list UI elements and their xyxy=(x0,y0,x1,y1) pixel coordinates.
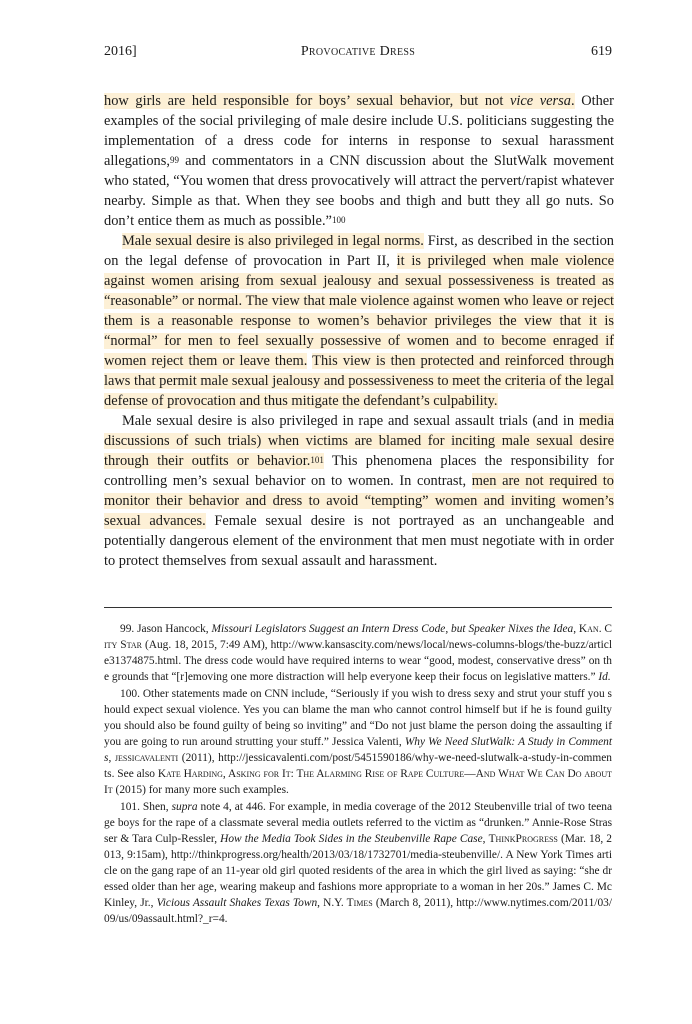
text-run: . xyxy=(570,93,575,109)
text-run: (2011), http://jessicavalenti.com/post/5451590186/why-we-need-slutwalk-a-study-in-comments. See also xyxy=(104,752,612,780)
paragraph-1 xyxy=(104,91,614,231)
header-title: Provocative Dress xyxy=(300,44,416,59)
text-run: , xyxy=(482,833,489,845)
citation-title: How the Media Took Sides in the Steubenville Rape Case xyxy=(220,833,483,845)
text-run: 101. Shen, xyxy=(120,801,172,813)
text-run: , xyxy=(573,623,579,635)
citation-title: Why We Need SlutWalk: A Study in Comments xyxy=(104,736,612,764)
text-run: This phenomena places the responsibility for controlling men’s sexual behavior on to women. In contrast, xyxy=(104,453,615,489)
footnote-100 xyxy=(104,686,612,798)
text-run: Male sexual desire is also privileged in rape and sexual assault trials (and in xyxy=(122,413,579,429)
id-signal: Id. xyxy=(598,671,611,683)
text-run: Other examples of the social privileging of male desire include U.S. politicians suggesting the implementation of a dress code for interns in response to sexual harassment allegations, xyxy=(104,93,614,169)
citation-title: Missouri Legislators Suggest an Intern Dress Code, but Speaker Nixes the Idea xyxy=(211,623,574,635)
text-run: (Mar. 18, 2013, 9:15am), http://thinkprogress.org/health/2013/03/18/1732701/media-steubenville/. A New York Times article on the gang rape of an 11-year old girl quoted residents of the area in which the girl lived as saying: “she dressed older than her age, wearing makeup and fashions more appropriate to a woman in her 20s.” James C. McKinley, Jr., xyxy=(104,833,613,909)
text-run: media discussions of such trials) when victims are blamed for inciting male sexual desire through their outfits or behavior. xyxy=(104,413,614,469)
citation-source: jessicavalenti xyxy=(114,752,179,764)
text-run: note 4, at 446. For example, in media coverage of the 2012 Steubenville trial of two teenage boys for the rape of a classmate several media outlets referred to the victim as “drunken.” Annie-Rose Strasser & Tara Culp-Ressler, xyxy=(104,801,612,845)
footnote-ref-100[interactable]: 100 xyxy=(331,215,346,225)
running-header xyxy=(104,44,612,64)
text-run: 100. Other statements made on CNN include, “Seriously if you wish to dress sexy and strut your stuff you should expect sexual violence. Yes you can blame the man who cannot control himself but if he is found guilty you should also be found guilty of being so inviting” and “Do not just blame the person doing the assaulting if you are going to run around strutting your stuff.” Jessica Valenti, xyxy=(104,688,612,748)
citation-source: N.Y. Times xyxy=(323,897,373,909)
text-run: (2015) for many more such examples. xyxy=(112,784,289,796)
main-text xyxy=(104,91,614,571)
highlight: Male sexual desire is also privileged in legal norms. xyxy=(122,233,424,249)
header-year: 2016] xyxy=(104,44,137,59)
italic-run: vice versa xyxy=(509,93,571,109)
highlight: it is privileged when male violence against women arising from sexual jealousy and sexual possessiveness is treated as “reasonable” or normal. The view that male violence against women who leave or reject them is a reasonable response to women’s behavior privileges the view that it is “normal” for men to feel sexually possessive of women and to become enraged if women reject them or leave them. xyxy=(104,253,615,369)
citation-source: ThinkProgress xyxy=(488,833,558,845)
highlight: men are not required to monitor their behavior and dress to avoid “tempting” women and inviting women’s sexual advances. xyxy=(104,473,614,529)
footnote-99 xyxy=(104,621,612,685)
text-run: , xyxy=(108,752,115,764)
text-run: First, as described in the section on the legal defense of provocation in Part II, xyxy=(104,233,614,269)
citation-source: Kan. City Star xyxy=(104,623,613,651)
highlight: This view is then protected and reinforced through laws that permit male sexual jealousy and possessiveness to meet the criteria of the legal defense of provocation and thus mitigate the defendant’s culpability. xyxy=(104,353,614,409)
paragraph-3 xyxy=(104,411,614,571)
text-run: (Aug. 18, 2015, 7:49 AM), http://www.kansascity.com/news/local/news-columns-blogs/the-buzz/article31374875.html. The dress code would have required interns to wear “good, modest, conservative dress” on the grounds that “[r]emoving one more distraction will help everyone keep their focus on legislative matters.” xyxy=(104,639,612,683)
book-citation: Kate Harding, Asking for It: The Alarming Rise of Rape Culture—And What We Can Do about It xyxy=(104,768,612,796)
text-run: 99. Jason Hancock, xyxy=(120,623,212,635)
footnote-divider xyxy=(104,607,612,608)
text-run: and commentators in a CNN discussion about the SlutWalk movement who stated, “You women that dress provocatively will attract the pervert/rapist whatever nearby. Simple as that. When they see boobs and thigh and butt they all go nuts. So don’t entice them as much as possible.” xyxy=(104,153,614,229)
citation-title: Vicious Assault Shakes Texas Town xyxy=(156,897,318,909)
footnote-ref-99[interactable]: 99 xyxy=(169,155,179,165)
footnotes xyxy=(104,621,612,928)
text-run: how girls are held responsible for boys’ sexual behavior, but not xyxy=(104,93,510,109)
highlight xyxy=(104,93,575,109)
footnote-ref-101[interactable]: 101 xyxy=(310,455,324,465)
text-run: Female sexual desire is not portrayed as an unchangeable and potentially dangerous element of the environment that men must negotiate with in order to protect themselves from sexual assault and harassment. xyxy=(104,513,614,569)
paragraph-2 xyxy=(104,231,614,411)
supra-signal: supra xyxy=(171,801,198,813)
text-run: , xyxy=(317,897,324,909)
page-number: 619 xyxy=(591,44,612,59)
text-run: (March 8, 2011), http://www.nytimes.com/2011/03/09/us/09assault.html?_r=4. xyxy=(104,897,612,925)
footnote-101 xyxy=(104,799,612,927)
